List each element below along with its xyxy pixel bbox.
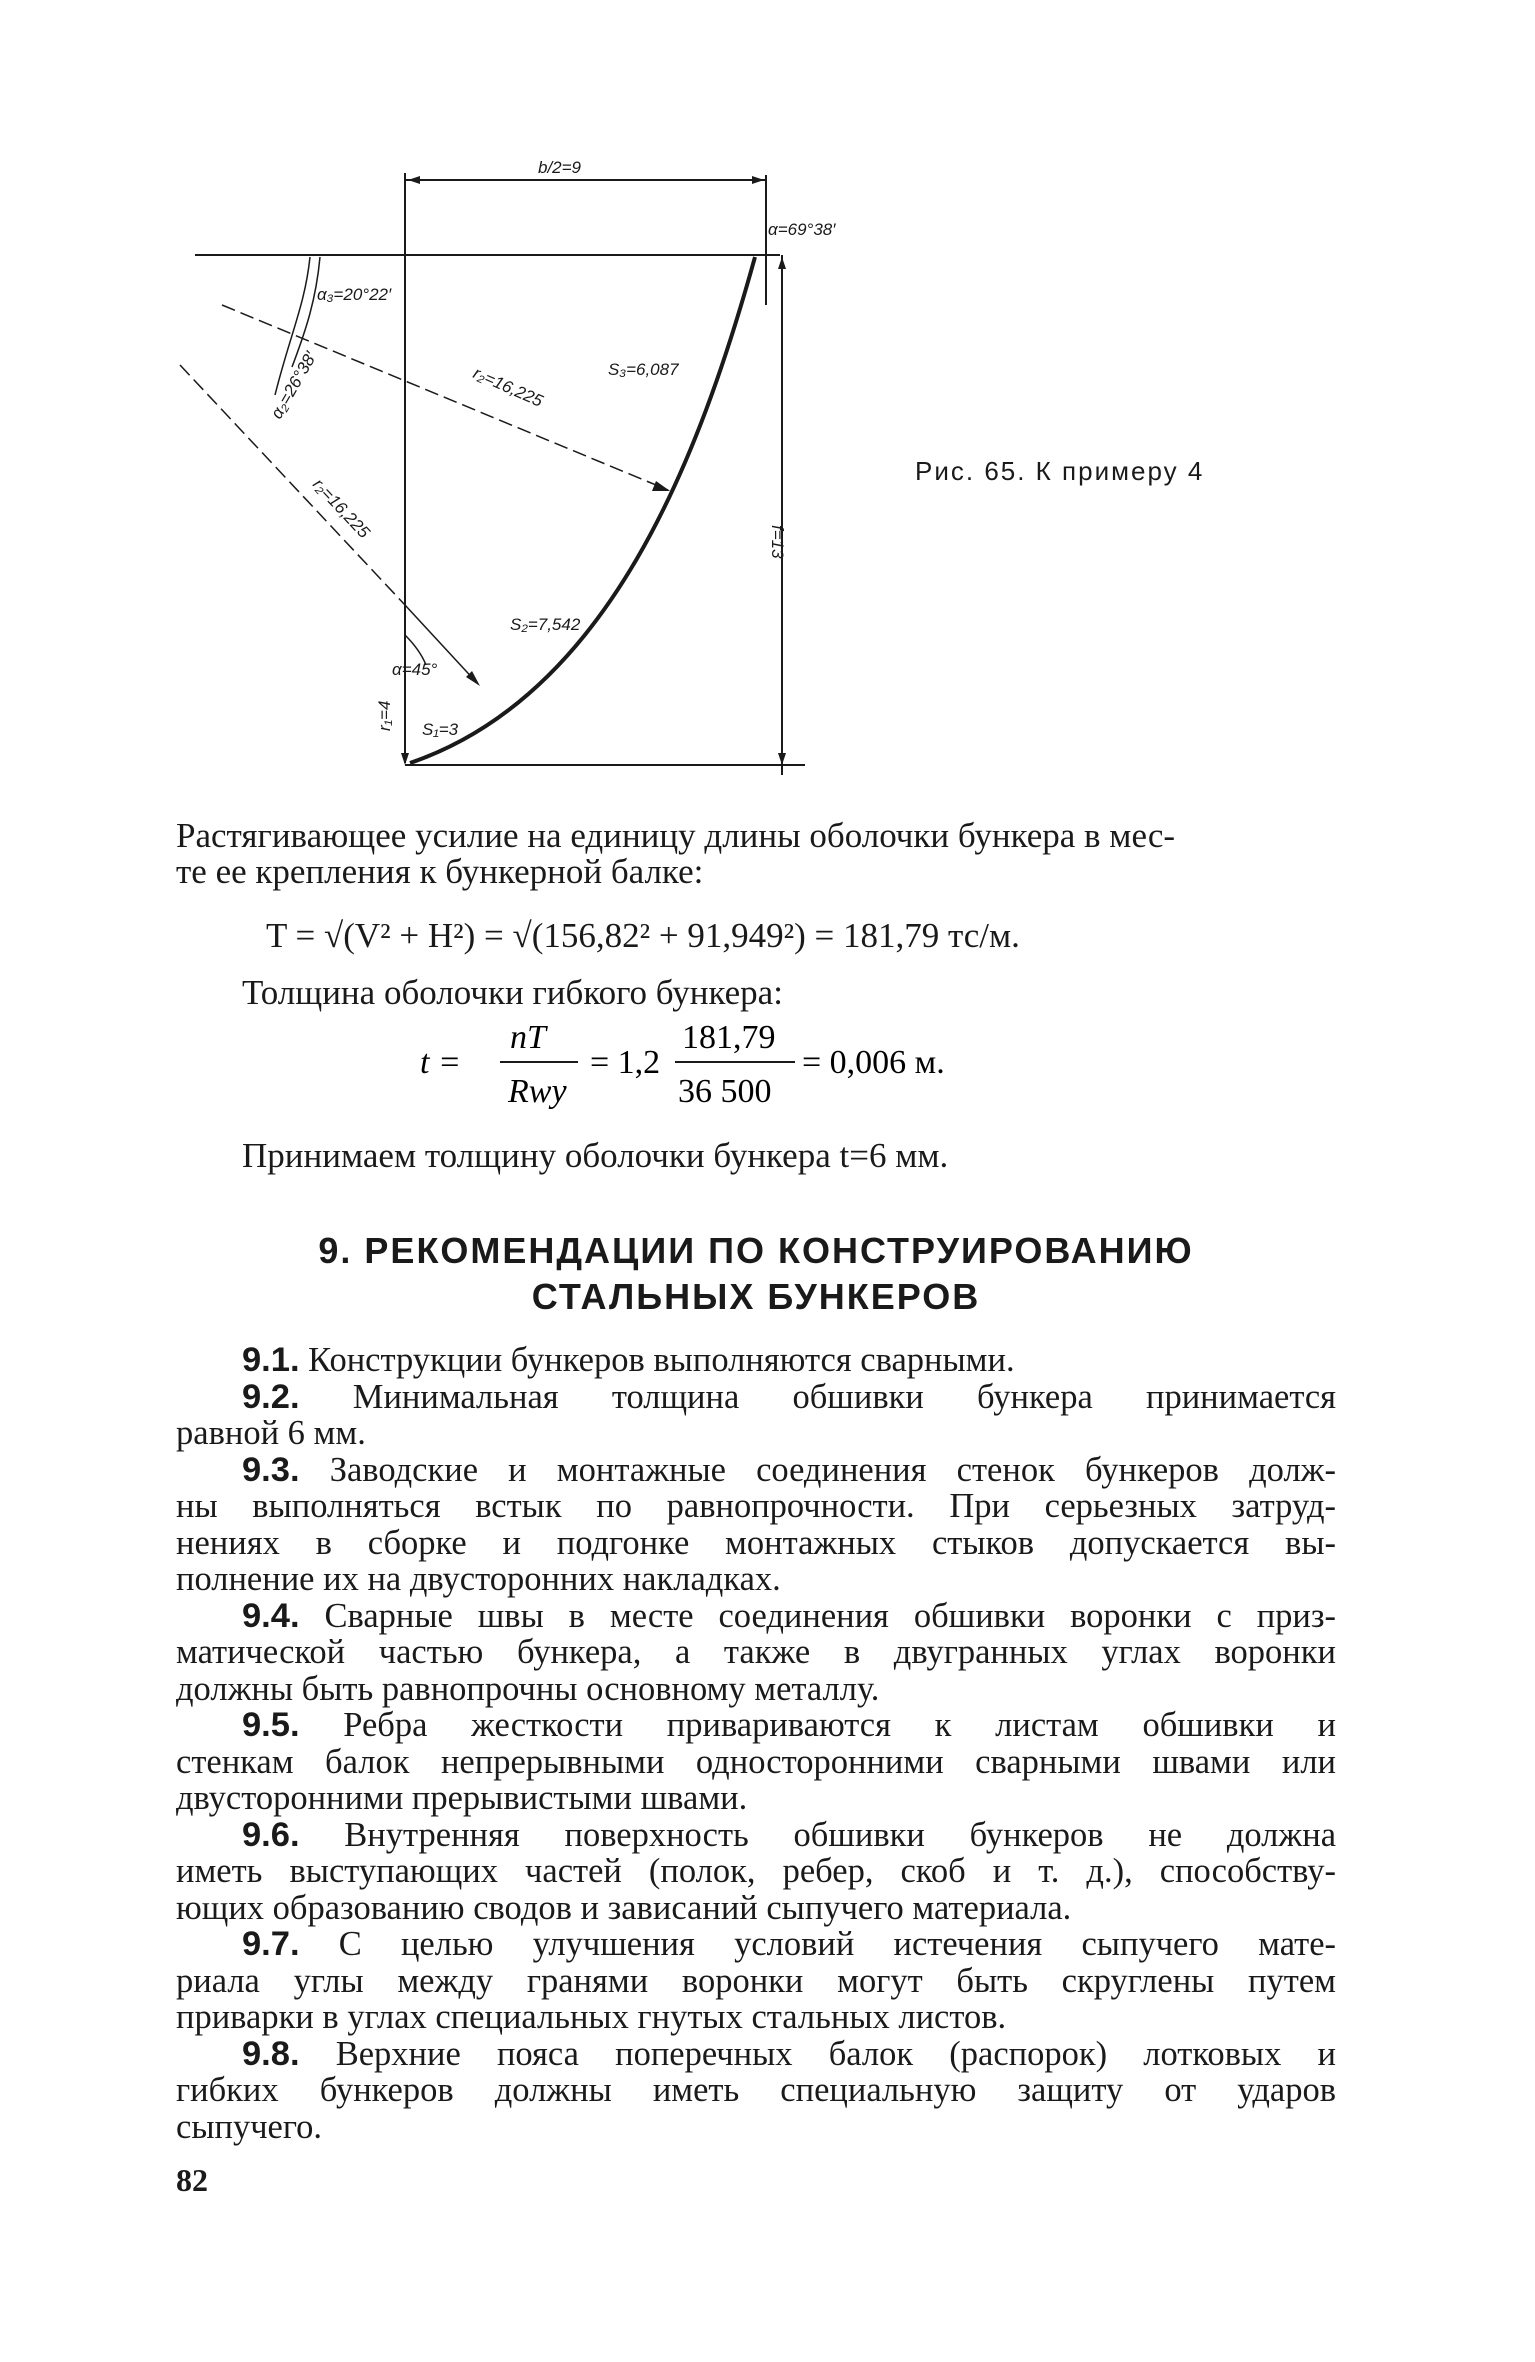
recommendation-text: Ребра жесткости привариваются к листам обшивки и	[343, 1706, 1337, 1744]
label-r2-lower: r₂=16,225	[309, 474, 374, 542]
label-f: f=13	[768, 525, 787, 559]
recommendation-7-line-1	[176, 1926, 1336, 1963]
formula-tension: T = √(V² + H²) = √(156,82² + 91,949²) = 181,79 тс/м.	[266, 916, 1020, 955]
recommendation-5-line-3: двусторонними прерывистыми швами.	[176, 1779, 748, 1817]
label-alpha2: α₂=26°38′	[267, 348, 321, 422]
lead-paragraph-line-2: те ее крепления к бункерной балке:	[176, 852, 704, 891]
recommendation-number: 9.3.	[242, 1450, 300, 1489]
recommendation-6-line-3: ющих образованию сводов и зависаний сыпучего материала.	[176, 1888, 1072, 1927]
figure-caption: Рис. 65. К примеру 4	[915, 456, 1205, 486]
recommendation-text: Сварные швы в месте соединения обшивки воронки с приз-	[324, 1596, 1336, 1635]
recommendation-number: 9.6.	[242, 1815, 300, 1854]
label-half-width: b/2=9	[538, 158, 582, 177]
recommendation-6-line-2: иметь выступающих частей (полок, ребер, скоб и т. д.), способству-	[176, 1852, 1336, 1890]
label-alpha-bottom: α=45°	[392, 660, 438, 679]
recommendation-7-line-3: приварки в углах специальных гнутых стальных листов.	[176, 1998, 1007, 2036]
label-alpha3: α₃=20°22′	[317, 285, 392, 304]
formula-thickness	[420, 1010, 1060, 1115]
recommendation-2-line-2: равной 6 мм.	[176, 1414, 366, 1452]
recommendation-3-line-1	[176, 1452, 1336, 1489]
recommendation-number: 9.1.	[242, 1341, 300, 1379]
recommendation-3-line-2: ны выполняться встык по равнопрочности. При серьезных затруд-	[176, 1487, 1336, 1525]
section-title-line-2: СТАЛЬНЫХ БУНКЕРОВ	[531, 1276, 981, 1317]
label-alpha-top: α=69°38′	[768, 220, 836, 239]
formula-num2: 181,79	[682, 1019, 776, 1056]
label-r1: r₁=4	[375, 700, 394, 731]
recommendation-8-line-2: гибких бункеров должны иметь специальную защиту от ударов	[176, 2071, 1336, 2109]
recommendation-number: 9.2.	[242, 1377, 300, 1416]
recommendation-5-line-2: стенкам балок непрерывными односторонними сварными швами или	[176, 1742, 1336, 1781]
recommendation-number: 9.7.	[242, 1925, 300, 1963]
formula-result: = 0,006 м.	[802, 1044, 945, 1081]
label-s3: S₃=6,087	[608, 360, 679, 379]
formula-num1: nT	[510, 1019, 546, 1056]
recommendation-4-line-1	[176, 1598, 1336, 1635]
recommendation-5-line-1	[176, 1707, 1336, 1744]
recommendation-4-line-3: должны быть равнопрочны основному металлу.	[176, 1669, 880, 1708]
recommendation-8-line-1	[176, 2036, 1336, 2073]
recommendation-7-line-2: риала углы между гранями воронки могут быть скруглены путем	[176, 1961, 1336, 2000]
recommendation-3-line-4: полнение их на двусторонних накладках.	[176, 1560, 781, 1598]
formula-eq1: = 1,2	[590, 1044, 661, 1081]
label-r2-upper: r₂=16,225	[470, 363, 546, 411]
recommendation-number: 9.8.	[242, 2034, 300, 2073]
shell-curve	[410, 257, 755, 763]
recommendation-text: Минимальная толщина обшивки бункера принимается	[352, 1377, 1337, 1416]
page-number: 82	[176, 2162, 208, 2198]
recommendation-text: Верхние пояса поперечных балок (распорок) лотковых и	[335, 2034, 1337, 2073]
label-s2: S₂=7,542	[510, 615, 581, 634]
label-s1: S₁=3	[422, 720, 459, 739]
lead-paragraph-line-1: Растягивающее усилие на единицу длины оболочки бункера в мес-	[176, 816, 1176, 855]
recommendation-6-line-1	[176, 1817, 1336, 1854]
section-title-line-1: 9. РЕКОМЕНДАЦИИ ПО КОНСТРУИРОВАНИЮ	[318, 1230, 1194, 1271]
formula-den1: Rwy	[508, 1073, 567, 1110]
accept-sentence: Принимаем толщину оболочки бункера t=6 мм.	[242, 1136, 949, 1175]
thickness-intro: Толщина оболочки гибкого бункера:	[242, 973, 783, 1012]
recommendation-2-line-1	[176, 1379, 1336, 1416]
recommendation-text: Заводские и монтажные соединения стенок бункеров долж-	[329, 1450, 1336, 1489]
recommendation-text: С целью улучшения условий истечения сыпучего мате-	[338, 1925, 1336, 1963]
recommendation-text: Внутренняя поверхность обшивки бункеров не должна	[344, 1815, 1337, 1854]
recommendation-number: 9.5.	[242, 1706, 300, 1744]
recommendation-1-line-1	[176, 1342, 1336, 1379]
recommendation-4-line-2: матической частью бункера, а также в двугранных углах воронки	[176, 1633, 1336, 1671]
figure-65	[140, 135, 840, 785]
formula-den2: 36 500	[678, 1073, 772, 1110]
formula-lhs: t =	[420, 1044, 461, 1081]
recommendation-text: Конструкции бункеров выполняются сварными.	[308, 1341, 1015, 1379]
recommendation-8-line-3: сыпучего.	[176, 2107, 323, 2146]
recommendation-3-line-3: нениях в сборке и подгонке монтажных стыков допускается вы-	[176, 1523, 1336, 1562]
recommendation-number: 9.4.	[242, 1596, 300, 1635]
